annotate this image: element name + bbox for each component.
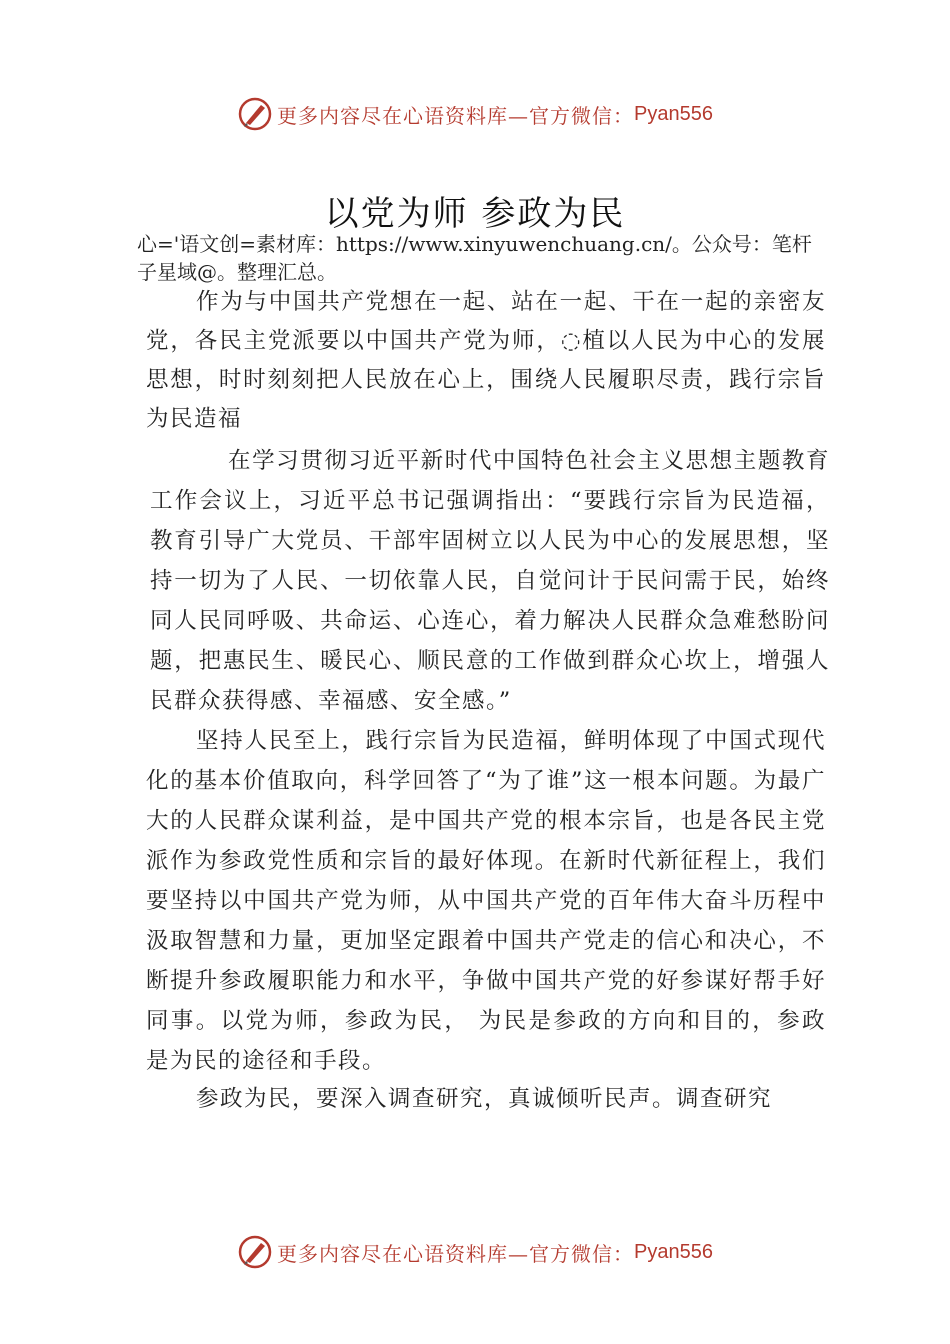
paragraph-1: 作为与中国共产党想在一起、站在一起、干在一起的亲密友党，各民主党派要以中国共产党为师，◌植以人民为中心的发展思想，时时刻刻把人民放在心上，围绕人民履职尽责，践行宗旨为民造福 [146, 289, 826, 432]
paragraph-2: 在学习贯彻习近平新时代中国特色社会主义思想主题教育工作会议上，习近平总书记强调指出：“要践行宗旨为民造福，教育引导广大党员、干部牢固树立以人民为中心的发展思想，坚持一切为了人民、一切依靠人民，自觉问计于民问需于民，始终同人民同呼吸、共命运、心连心，着力解决人民群众急难愁盼问题，把惠民生、暖民心、顺民意的工作做到群众心坎上，增强人民群众获得感、幸福感、安全感。” [150, 448, 830, 714]
banner-text: 更多内容尽在心语资料库—官方微信： [277, 1241, 635, 1266]
footer-banner [0, 1232, 950, 1272]
header-banner [0, 94, 950, 134]
paragraph-4: 参政为民，要深入调查研究，真诚倾听民声。调查研究 [196, 1086, 773, 1112]
banner-text: 更多内容尽在心语资料库—官方微信： [277, 103, 635, 128]
quill-pen-logo-icon [237, 1234, 273, 1270]
quill-pen-logo-icon [237, 96, 273, 132]
document-title: 以党为师 参政为民 [324, 194, 626, 234]
source-line: 心='语文创=素材库：https://www.xinyuwenchuang.cn/。公众号：笔杆子星域@。整理汇总。 [137, 232, 812, 284]
banner-wechat-id: Pyan556 [634, 1240, 713, 1263]
paragraph-3: 坚持人民至上，践行宗旨为民造福，鲜明体现了中国式现代化的基本价值取向，科学回答了“为了谁”这一根本问题。为最广大的人民群众谋利益，是中国共产党的根本宗旨，也是各民主党派作为参政党性质和宗旨的最好体现。在新时代新征程上，我们要坚持以中国共产党为师，从中国共产党的百年伟大奋斗历程中汲取智慧和力量，更加坚定跟着中国共产党走的信心和决心，不断提升参政履职能力和水平，争做中国共产党的好参谋好帮手好同事。以党为师，参政为民， 为民是参政的方向和目的，参政是为民的途径和手段。 [146, 728, 826, 1074]
banner-wechat-id: Pyan556 [634, 102, 713, 125]
